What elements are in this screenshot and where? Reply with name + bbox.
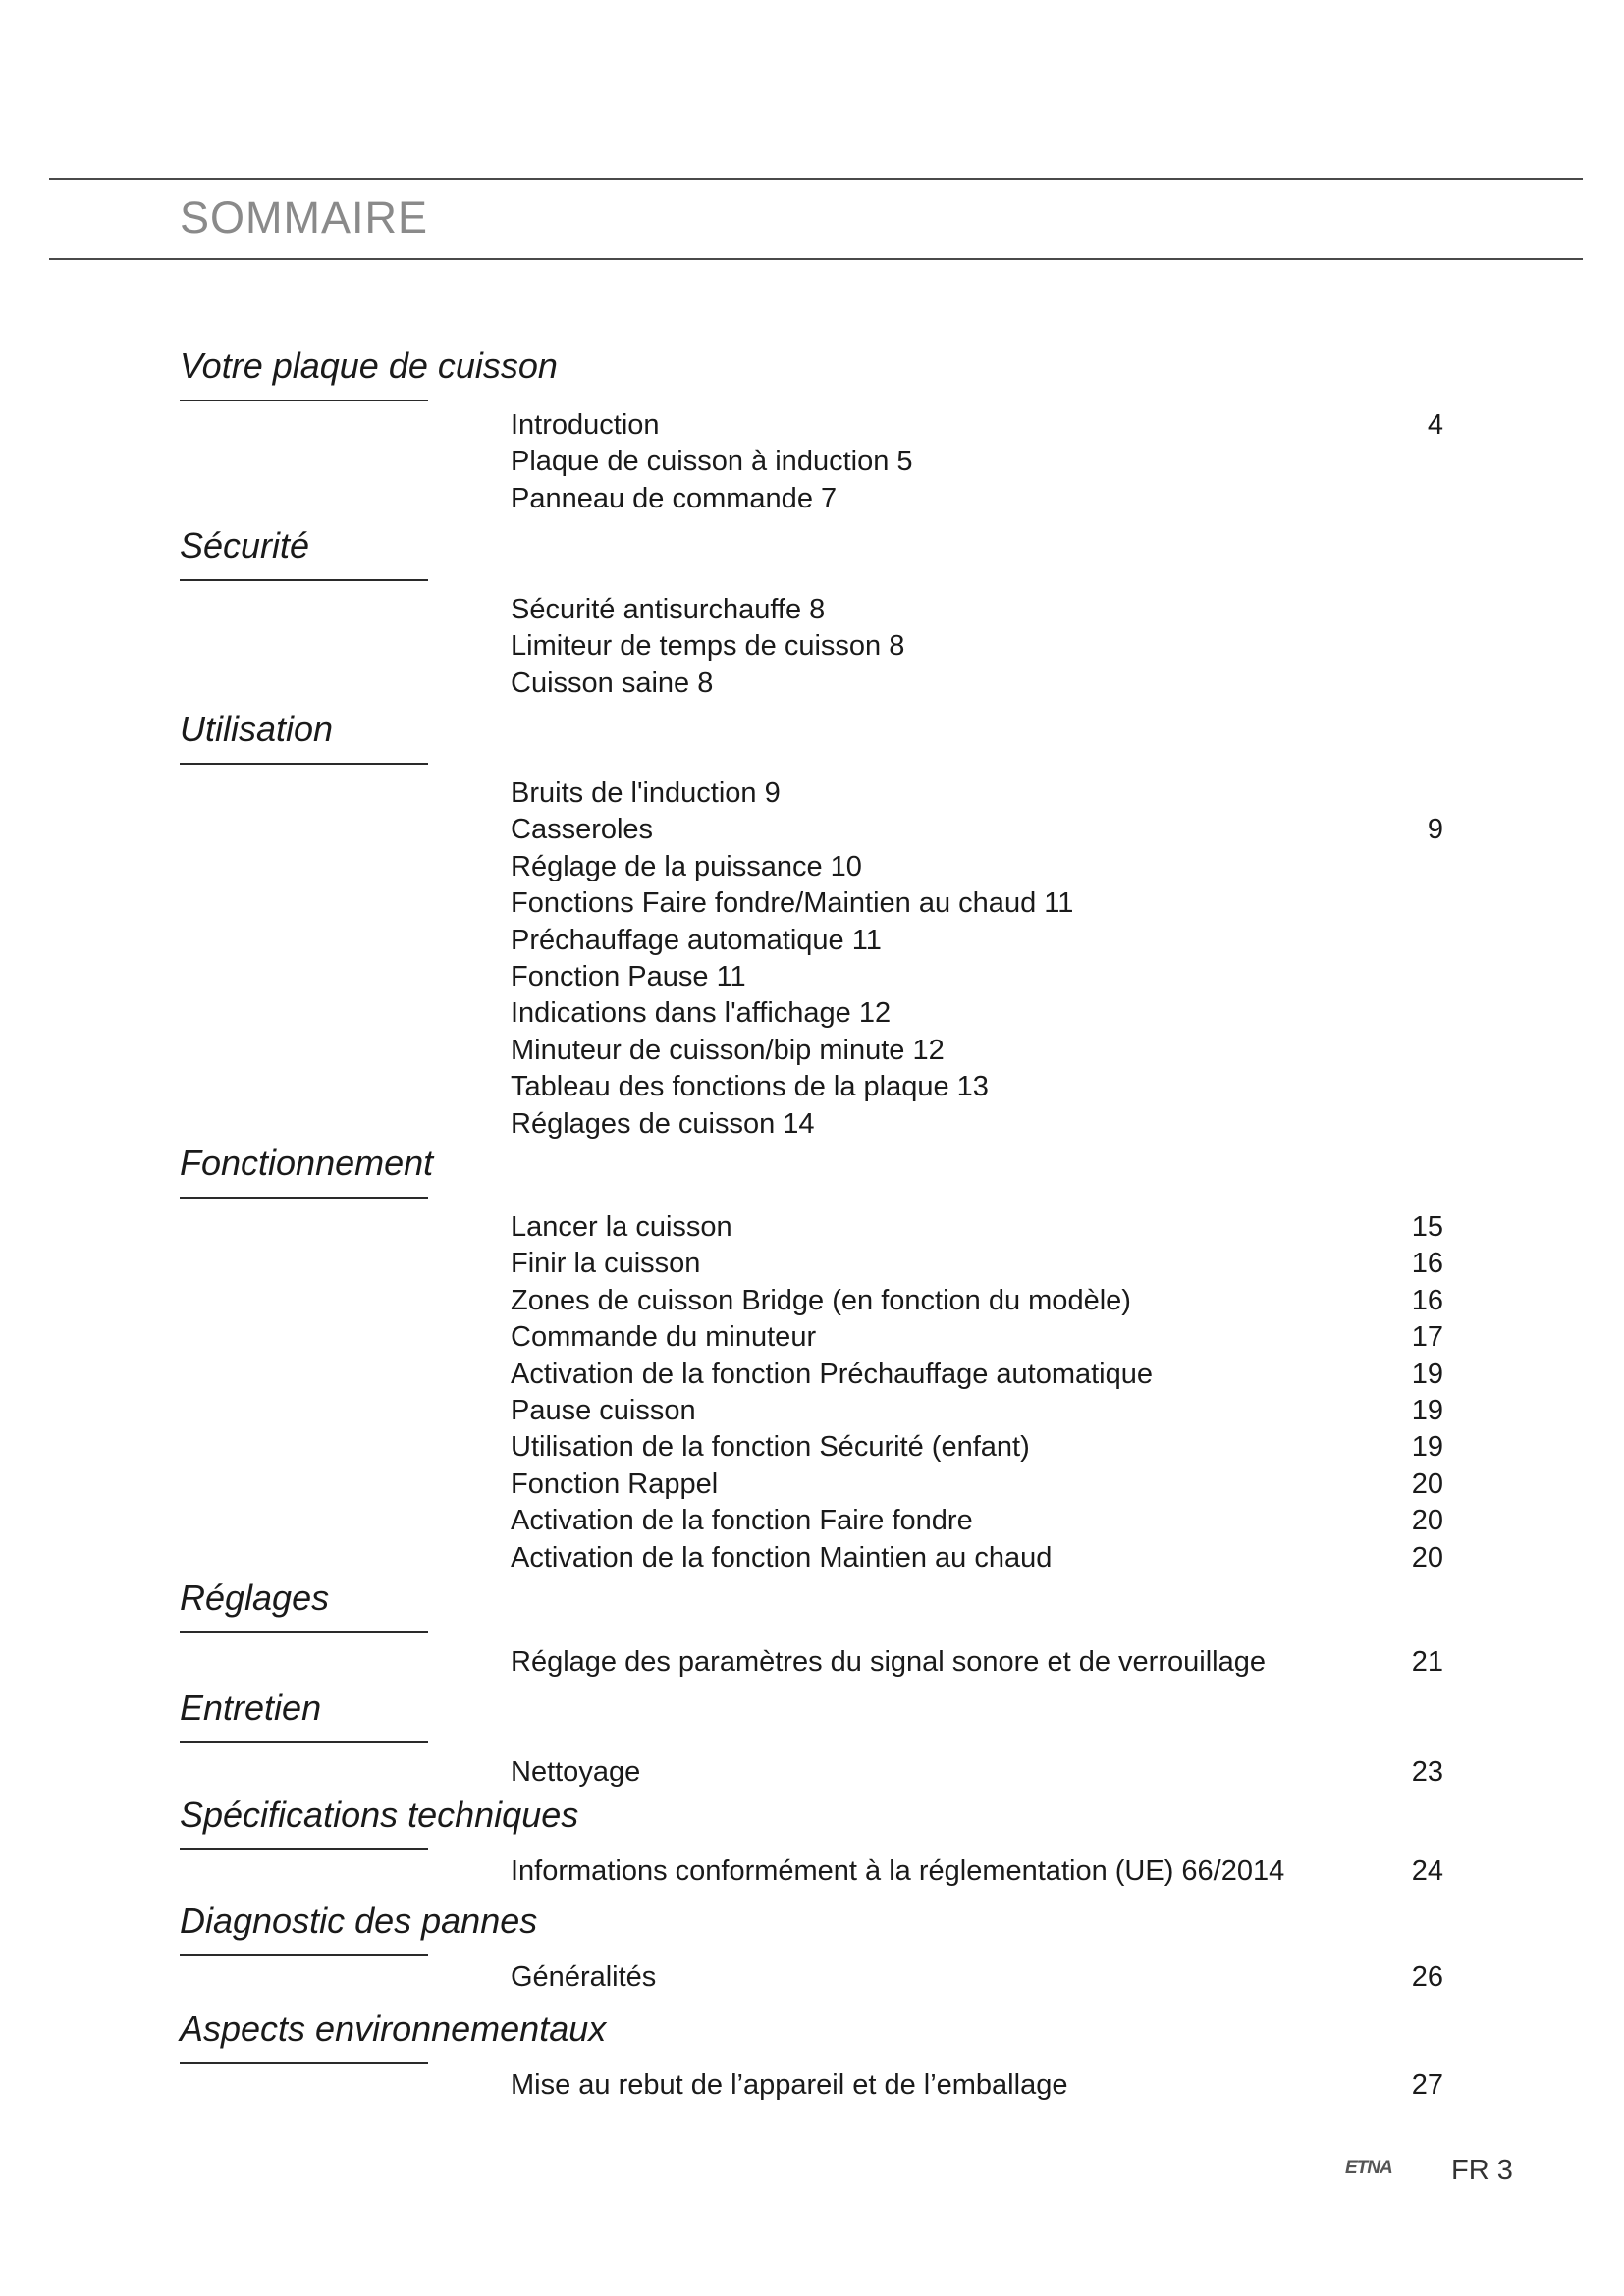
toc-entry-title: Informations conformément à la réglementation (UE) 66/2014 — [511, 1855, 1285, 1887]
toc-entry-title: Activation de la fonction Préchauffage automatique — [511, 1358, 1154, 1390]
section-underline — [180, 1954, 428, 1956]
toc-entry-title: Tableau des fonctions de la plaque 13 — [511, 1071, 989, 1103]
toc-entry-page: 19 — [1411, 1395, 1443, 1426]
toc-entry-page: 26 — [1411, 1961, 1443, 1993]
toc-entry-title: Introduction — [511, 409, 660, 441]
section-underline — [180, 2062, 428, 2064]
toc-entry-title: Pause cuisson — [511, 1395, 696, 1426]
toc-entry-page: 19 — [1411, 1431, 1443, 1464]
toc-entry-page: 20 — [1411, 1541, 1443, 1574]
toc-entry-page: 17 — [1411, 1321, 1443, 1354]
section-underline — [180, 1631, 428, 1633]
toc-entry-title: Lancer la cuisson — [511, 1211, 732, 1243]
section-title: Sécurité — [180, 525, 310, 565]
toc-entry-title: Fonction Pause 11 — [511, 961, 746, 992]
section-title: Spécifications techniques — [180, 1794, 579, 1835]
toc-entry-title: Activation de la fonction Maintien au chaud — [511, 1541, 1053, 1574]
brand-logo: ETNA — [1345, 2158, 1392, 2178]
toc-entry-title: Panneau de commande 7 — [511, 482, 838, 514]
toc-entry-title: Réglage de la puissance 10 — [511, 850, 862, 882]
page-title: SOMMAIRE — [180, 192, 429, 242]
section-title: Entretien — [180, 1687, 322, 1728]
toc-entry-page: 16 — [1411, 1284, 1443, 1316]
page-number: FR 3 — [1451, 2155, 1513, 2186]
toc-entry-page: 19 — [1411, 1358, 1443, 1390]
toc-entry-title: Mise au rebut de l’appareil et de l’emballage — [511, 2069, 1068, 2101]
toc-entry-page: 27 — [1411, 2069, 1443, 2101]
toc-entry-title: Minuteur de cuisson/bip minute 12 — [511, 1034, 945, 1066]
toc-entry-title: Cuisson saine 8 — [511, 667, 714, 699]
section-title: Fonctionnement — [180, 1143, 434, 1183]
toc-entry-title: Fonctions Faire fondre/Maintien au chaud 11 — [511, 887, 1074, 920]
toc-entry-title: Réglage des paramètres du signal sonore et de verrouillage — [511, 1646, 1266, 1678]
section-underline — [180, 763, 428, 765]
toc-entry-page: 21 — [1411, 1646, 1443, 1678]
toc-entry-title: Sécurité antisurchauffe 8 — [511, 594, 826, 625]
toc-entry-page: 9 — [1427, 814, 1443, 846]
section-title: Réglages — [180, 1577, 330, 1618]
toc-entry-title: Utilisation de la fonction Sécurité (enfant) — [511, 1431, 1030, 1464]
toc-entry-page: 15 — [1411, 1211, 1443, 1243]
toc-entry-title: Commande du minuteur — [511, 1321, 817, 1354]
toc-entry-title: Zones de cuisson Bridge (en fonction du modèle) — [511, 1284, 1131, 1316]
section-underline — [180, 1848, 428, 1850]
toc-entry-page: 23 — [1411, 1756, 1443, 1788]
toc-entry-page: 16 — [1411, 1248, 1443, 1280]
toc-entry-title: Finir la cuisson — [511, 1248, 701, 1280]
toc-entry-title: Bruits de l'induction 9 — [511, 777, 781, 809]
section-underline — [180, 579, 428, 581]
toc-entry-page: 20 — [1411, 1505, 1443, 1537]
toc-entry-title: Limiteur de temps de cuisson 8 — [511, 630, 905, 663]
toc-entry-title: Indications dans l'affichage 12 — [511, 997, 892, 1030]
toc-entry-title: Activation de la fonction Faire fondre — [511, 1505, 973, 1537]
section-title: Diagnostic des pannes — [180, 1900, 538, 1941]
section-underline — [180, 1197, 428, 1199]
toc-entry-title: Casseroles — [511, 814, 654, 846]
section-underline — [180, 1741, 428, 1743]
section-title: Votre plaque de cuisson — [180, 346, 558, 386]
toc-entry-page: 20 — [1411, 1468, 1443, 1500]
toc-entry-page: 24 — [1411, 1855, 1443, 1887]
toc-entry-title: Préchauffage automatique 11 — [511, 924, 882, 956]
section-underline — [180, 400, 428, 401]
toc-entry-title: Réglages de cuisson 14 — [511, 1107, 815, 1140]
toc-entry-title: Plaque de cuisson à induction 5 — [511, 446, 913, 478]
toc-entry-title: Fonction Rappel — [511, 1468, 719, 1500]
section-title: Utilisation — [180, 709, 334, 749]
toc-entry-title: Nettoyage — [511, 1756, 641, 1788]
section-title: Aspects environnementaux — [180, 2008, 607, 2049]
toc-entry-title: Généralités — [511, 1961, 657, 1993]
toc-entry-page: 4 — [1427, 409, 1443, 441]
